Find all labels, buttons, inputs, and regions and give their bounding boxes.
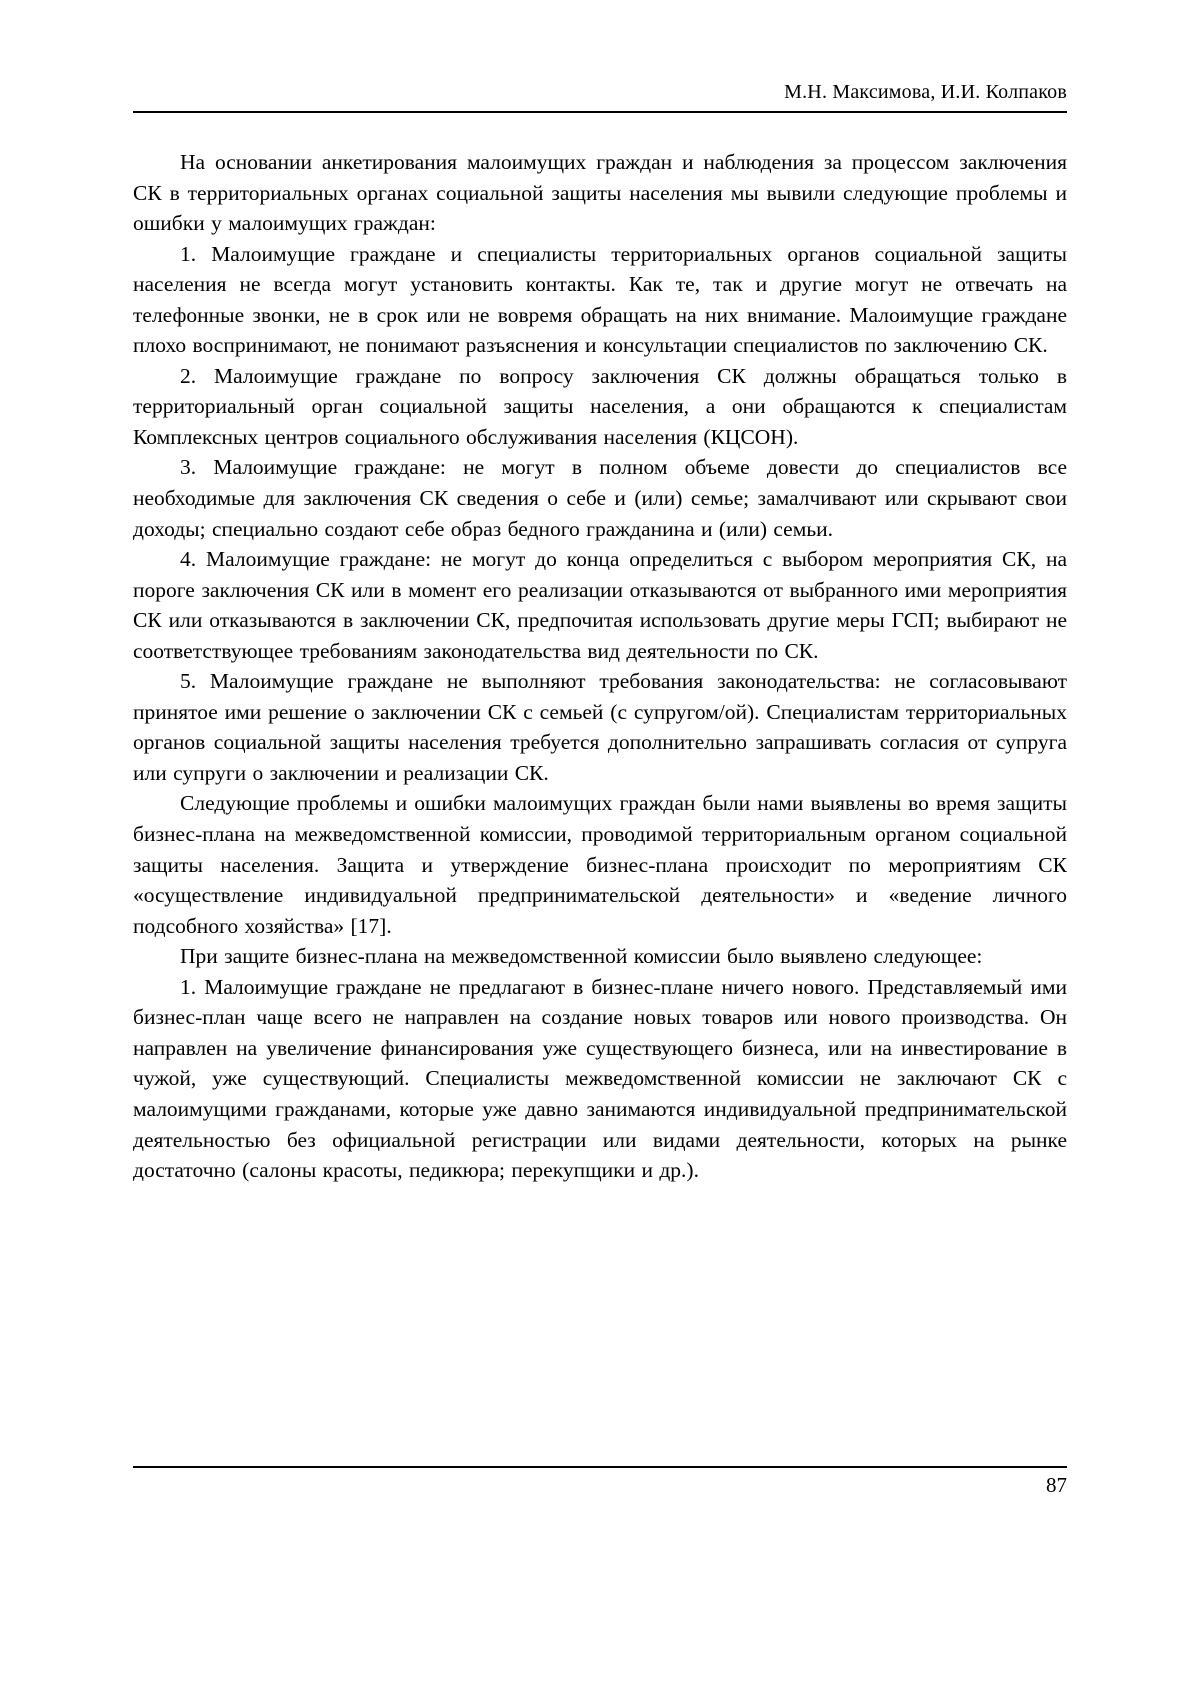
body-paragraph: Следующие проблемы и ошибки малоимущих граждан были нами выявлены во время защиты бизнес-плана на межведомственной комиссии, проводимой территориальным органом социальной защиты населения. Защита и утверждение бизнес-плана происходит по мероприятиям СК «осуществление индивидуальной предпринимательской деятельности» и «ведение личного подсобного хозяйства» [17]. [133,791,1067,938]
body-paragraph: 4. Малоимущие граждане: не могут до конца определиться с выбором мероприятия СК, на пороге заключения СК или в момент его реализации отказываются от выбранного ими мероприятия СК или отказываются в заключении СК, предпочитая использовать другие меры ГСП; выбирают не соответствующее требованиям законодательства вид деятельности по СК. [133,547,1067,663]
page-header [133,0,1067,113]
content-frame [133,0,1067,1186]
header-rule [133,111,1067,113]
body-paragraph: 5. Малоимущие граждане не выполняют требования законодательства: не согласовывают принятое ими решение о заключении СК с семьей (с супругом/ой). Специалистам территориальных органов социальной защиты населения требуется дополнительно запрашивать согласия от супруга или супруги о заключении и реализации СК. [133,669,1067,785]
body-paragraph: 1. Малоимущие граждане не предлагают в бизнес-плане ничего нового. Представляемый ими бизнес-план чаще всего не направлен на создание новых товаров или нового производства. Он направлен на увеличение финансирования уже существующего бизнеса, или на инвестирование в чужой, уже существующий. Специалисты межведомственной комиссии не заключают СК с малоимущими гражданами, которые уже давно занимаются индивидуальной предпринимательской деятельностью без официальной регистрации или видами деятельности, которых на рынке достаточно (салоны красоты, педикюра; перекупщики и др.). [133,974,1067,1183]
page-number: 87 [1046,1473,1067,1497]
body-paragraph: 3. Малоимущие граждане: не могут в полном объеме довести до специалистов все необходимые для заключения СК сведения о себе и (или) семье; замалчивают или скрывают свои доходы; специально создают себе образ бедного гражданина и (или) семьи. [133,455,1067,541]
header-authors: М.Н. Максимова, И.И. Колпаков [784,81,1067,103]
body-paragraph: 1. Малоимущие граждане и специалисты территориальных органов социальной защиты населения не всегда могут установить контакты. Как те, так и другие могут не отвечать на телефонные звонки, не в срок или не вовремя обращать на них внимание. Малоимущие граждане плохо воспринимают, не понимают разъяснения и консультации специалистов по заключению СК. [133,241,1067,358]
body-paragraph: На основании анкетирования малоимущих граждан и наблюдения за процессом заключения СК в территориальных органах социальной защиты населения мы вывили следующие проблемы и ошибки у малоимущих граждан: [133,150,1067,236]
page-footer [133,1466,1067,1498]
body-paragraph: 2. Малоимущие граждане по вопросу заключения СК должны обращаться только в территориальный орган социальной защиты населения, а они обращаются к специалистам Комплексных центров социального обслуживания населения (КЦСОН). [133,363,1067,449]
article-body [133,147,1067,1186]
body-paragraph: При защите бизнес-плана на межведомственной комиссии было выявлено следующее: [180,944,983,969]
